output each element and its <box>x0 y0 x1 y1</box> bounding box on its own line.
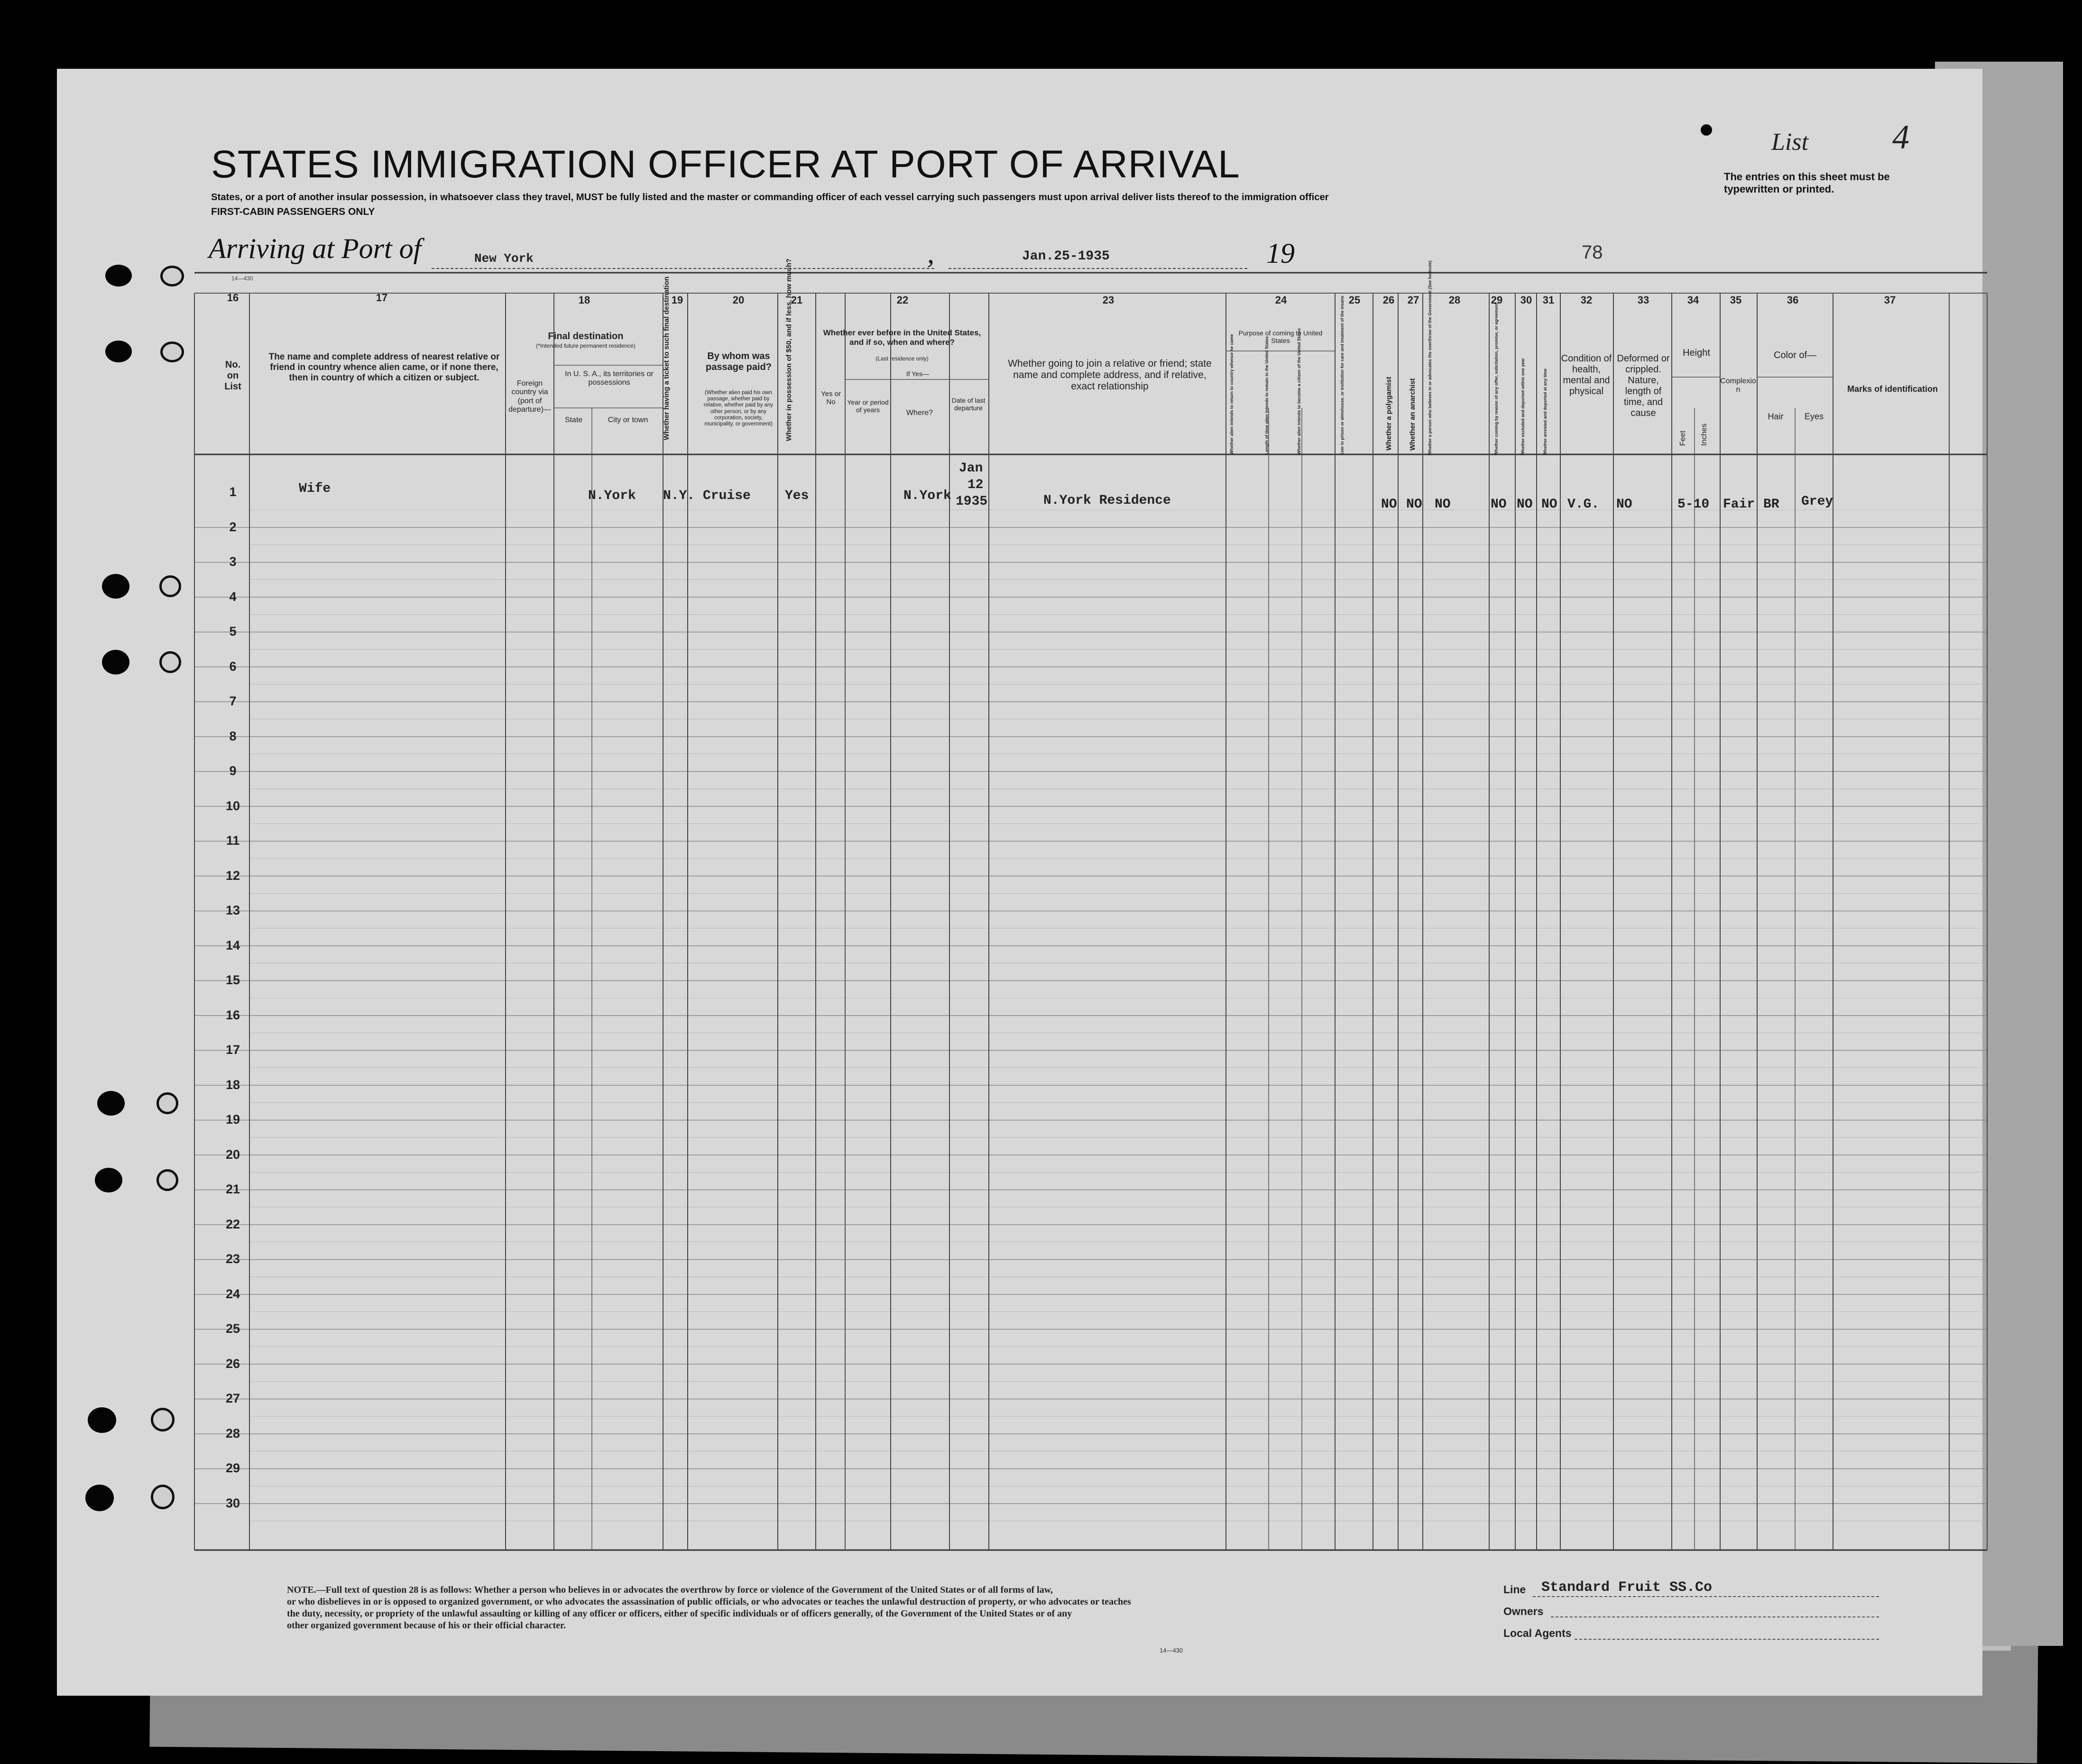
header-prison: Ever in prison or almshouse, or institution for care and treatment of the insane <box>1340 296 1345 455</box>
binder-hole-icon <box>85 1485 114 1511</box>
row-number: 19 <box>225 1112 240 1127</box>
date-value: Jan.25-1935 <box>1022 249 1110 264</box>
year-prefix: 19 <box>1266 238 1295 269</box>
column-number: 17 <box>376 292 388 304</box>
row-number: 27 <box>225 1391 240 1405</box>
typewritten-instruction: The entries on this sheet must be typewritten or printed. <box>1724 171 1890 195</box>
header-ever-before: Whether ever before in the United States, and if so, when and where? <box>823 328 981 347</box>
column-number: 36 <box>1787 294 1799 306</box>
binder-ring-icon <box>160 266 184 286</box>
binder-hole-icon <box>105 265 132 286</box>
entry-anarchist: NO <box>1406 497 1422 512</box>
entry-deformed: NO <box>1616 497 1632 512</box>
header-state: State <box>564 416 583 424</box>
header-deported: Whether arrested and deported at any time <box>1543 368 1548 455</box>
header-purpose-return: Whether alien intends to return to country whence he came <box>1229 334 1234 454</box>
row-number: 30 <box>225 1496 240 1510</box>
header-final-destination-sub: (*Intended future permanent residence) <box>536 342 636 349</box>
header-deformed: Deformed or crippled. Nature, length of time, and cause <box>1617 353 1670 418</box>
page-title: STATES IMMIGRATION OFFICER AT PORT OF ARRIVAL <box>211 143 1240 186</box>
row-number: 18 <box>225 1077 240 1092</box>
line-label: Line <box>1503 1583 1526 1596</box>
binder-ring-icon <box>151 1408 175 1432</box>
row-number: 7 <box>229 694 237 708</box>
line-value: Standard Fruit SS.Co <box>1541 1579 1713 1596</box>
row-number: 5 <box>229 624 237 638</box>
entry-date-month: Jan <box>959 461 983 476</box>
entry-complexion: Fair <box>1723 497 1755 512</box>
binder-ring-icon <box>157 1092 178 1114</box>
row-number: 1 <box>229 485 237 499</box>
header-inches: Inches <box>1700 423 1708 446</box>
row-number: 6 <box>229 659 237 674</box>
row-number: 28 <box>225 1426 240 1441</box>
entry-overthrow: NO <box>1435 497 1451 512</box>
row-number: 11 <box>226 833 240 848</box>
row-number: 15 <box>225 973 240 987</box>
header-overthrow: Whether a person who believes in or advocates the overthrow of the Government (See footnote) <box>1428 260 1432 455</box>
binder-hole-icon <box>102 650 129 674</box>
page-number: 78 <box>1582 242 1603 263</box>
column-number: 35 <box>1730 294 1742 306</box>
subtitle-first-cabin: FIRST-CABIN PASSENGERS ONLY <box>211 206 375 217</box>
entry-relative: Wife <box>299 481 331 496</box>
binder-ring-icon <box>160 342 184 362</box>
date-underline <box>949 268 1247 269</box>
row-number: 26 <box>225 1356 240 1371</box>
binder-hole-icon <box>105 341 132 362</box>
column-number: 26 <box>1382 294 1395 306</box>
header-where: Where? <box>906 409 933 417</box>
ink-dot-icon <box>1701 124 1712 136</box>
header-yes-or-no: Yes or No <box>821 390 841 406</box>
header-height: Height <box>1683 348 1710 358</box>
entry-health: V.G. <box>1567 497 1600 512</box>
header-if-yes: If Yes— <box>906 370 930 378</box>
column-number: 22 <box>896 294 909 306</box>
form-code: 14—430 <box>1160 1647 1183 1654</box>
column-number: 29 <box>1491 294 1503 306</box>
row-number: 3 <box>229 554 237 569</box>
agents-label: Local Agents <box>1503 1627 1572 1639</box>
entry-eyes: Grey <box>1801 494 1833 509</box>
owners-underline <box>1551 1616 1879 1617</box>
header-color-of: Color of— <box>1773 350 1817 360</box>
header-final-destination: Final destination <box>548 331 624 342</box>
column-number: 25 <box>1348 294 1361 306</box>
entry-passage-paid: Yes <box>785 489 809 503</box>
row-number: 10 <box>225 798 240 813</box>
row-number: 4 <box>229 589 237 604</box>
column-number: 21 <box>791 294 803 306</box>
row-number: 12 <box>225 868 240 883</box>
header-feet: Feet <box>1679 430 1687 446</box>
binder-ring-icon <box>151 1485 175 1509</box>
header-date-last-departure: Date of last departure <box>951 397 986 412</box>
entry-solicitation: NO <box>1491 497 1507 512</box>
list-number: 4 <box>1892 118 1909 156</box>
row-number: 14 <box>225 938 240 952</box>
line-underline <box>1533 1596 1879 1597</box>
column-number: 31 <box>1542 294 1555 306</box>
header-last-residence: (Last residence only) <box>875 355 929 362</box>
column-number: 28 <box>1448 294 1461 306</box>
header-nearest-relative: The name and complete address of nearest relative or friend in country whence alien came, or if none there, then in country of which a citizen or subject. <box>268 352 500 383</box>
column-number: 37 <box>1884 294 1896 306</box>
row-number: 9 <box>229 764 237 778</box>
entry-deported: NO <box>1541 497 1557 512</box>
header-foreign-country: Foreign country via (port of departure)— <box>508 379 551 414</box>
header-anarchist: Whether an anarchist <box>1409 378 1417 451</box>
header-passage-paid: By whom was passage paid? <box>706 351 772 372</box>
row-number: 2 <box>229 519 237 534</box>
entry-excluded: NO <box>1517 497 1533 512</box>
binder-ring-icon <box>159 651 181 673</box>
form-code-top: 14—430 <box>231 275 253 282</box>
header-eyes: Eyes <box>1804 412 1824 421</box>
footnote-line: NOTE.—Full text of question 28 is as follows: Whether a person who believes in or advocates the overthrow by force or violence of the Government of the United States or of all forms of law, <box>287 1585 1053 1595</box>
entry-state: N.York <box>588 489 636 503</box>
header-purpose-citizen: Whether alien intends to become a citizen of the United States <box>1297 328 1301 454</box>
port-underline <box>432 268 934 269</box>
entry-date-day: 12 <box>967 478 984 492</box>
column-number: 30 <box>1520 294 1532 306</box>
list-label: List <box>1771 129 1809 156</box>
binder-hole-icon <box>88 1407 116 1433</box>
column-number: 24 <box>1275 294 1287 306</box>
row-number: 29 <box>225 1461 240 1475</box>
header-joining-relative: Whether going to join a relative or friend; state name and complete address, and if relative, exact relationship <box>1008 358 1212 392</box>
entry-joining: N.York Residence <box>1043 493 1171 508</box>
column-number: 16 <box>227 292 239 304</box>
header-passage-paid-sub: (Whether alien paid his own passage, whether paid by relative, whether paid by any other person, or by any corporation, society, municipality, or government) <box>703 390 774 427</box>
row-number: 21 <box>225 1182 240 1196</box>
row-number: 24 <box>225 1286 240 1301</box>
header-solicitation: Whether coming by reason of any offer, solicitation, promise, or agreement <box>1494 303 1499 455</box>
column-number: 34 <box>1687 294 1699 306</box>
footnote-line: or who disbelieves in or is opposed to organized government, or who advocates the assassination of public officials, or who advocates or teaches the unlawful destruction of property, or who advocates or teaches <box>287 1597 1131 1607</box>
binder-hole-icon <box>95 1168 122 1192</box>
entry-date-year: 1935 <box>956 494 988 509</box>
binder-ring-icon <box>159 575 181 597</box>
header-health: Condition of health, mental and physical <box>1561 353 1612 397</box>
row-number: 8 <box>229 729 237 743</box>
header-fifty-dollars: Whether in possession of $50, and if less, how much? <box>785 258 793 441</box>
row-number: 22 <box>225 1217 240 1231</box>
header-excluded: Whether excluded and deported within one year <box>1520 358 1525 455</box>
row-number: 16 <box>225 1007 240 1022</box>
entry-ticket: N.Y. Cruise <box>663 489 751 503</box>
binder-hole-icon <box>97 1091 125 1116</box>
header-year-period: Year or period of years <box>847 398 889 414</box>
comma-separator: , <box>927 238 934 269</box>
footnote-line: the duty, necessity, or propriety of the unlawful assaulting or killing of any officer or officers, either of specific individuals or of officers generally, of the Government of the United States or of any <box>287 1608 1072 1619</box>
column-number: 33 <box>1637 294 1649 306</box>
header-no-on-list: No. on List <box>224 360 241 392</box>
column-number: 23 <box>1102 294 1115 306</box>
column-number: 19 <box>671 294 683 306</box>
owners-label: Owners <box>1503 1605 1544 1617</box>
header-purpose-length: Length of time alien intends to remain in the United States <box>1264 336 1269 454</box>
header-marks: Marks of identification <box>1847 384 1938 394</box>
subtitle-line: States, or a port of another insular possession, in whatsoever class they travel, MUST be fully listed and the master or commanding officer of each vessel carrying such passengers must upon arrival deliver lists thereof to the immigration officer <box>211 192 1329 203</box>
header-polygamist: Whether a polygamist <box>1385 377 1393 451</box>
header-hair: Hair <box>1768 412 1784 421</box>
column-number: 27 <box>1407 294 1419 306</box>
port-value: New York <box>474 251 534 266</box>
footnote-line: other organized government because of his or their official character. <box>287 1620 566 1631</box>
arriving-label: Arriving at Port of <box>209 233 422 264</box>
header-complexion: Complexion <box>1720 377 1756 394</box>
row-number: 17 <box>225 1043 240 1057</box>
entry-where: N.York <box>903 489 951 503</box>
agents-underline <box>1575 1639 1879 1640</box>
binder-ring-icon <box>157 1169 178 1191</box>
column-number: 32 <box>1580 294 1593 306</box>
header-city: City or town <box>608 416 648 424</box>
header-in-usa: In U. S. A., its territories or possessions <box>565 370 654 387</box>
binder-hole-icon <box>102 574 129 599</box>
column-number: 20 <box>732 294 745 306</box>
header-ticket: Whether having a ticket to such final destination <box>663 276 671 440</box>
entry-hair: BR <box>1763 497 1779 512</box>
row-number: 20 <box>225 1147 240 1162</box>
row-number: 23 <box>225 1252 240 1266</box>
entry-height: 5-10 <box>1677 497 1710 512</box>
entry-polygamist: NO <box>1381 497 1397 512</box>
row-number: 25 <box>225 1321 240 1336</box>
row-number: 13 <box>225 903 240 917</box>
header-purpose: Purpose of coming to United States <box>1238 329 1323 345</box>
column-number: 18 <box>578 294 590 306</box>
